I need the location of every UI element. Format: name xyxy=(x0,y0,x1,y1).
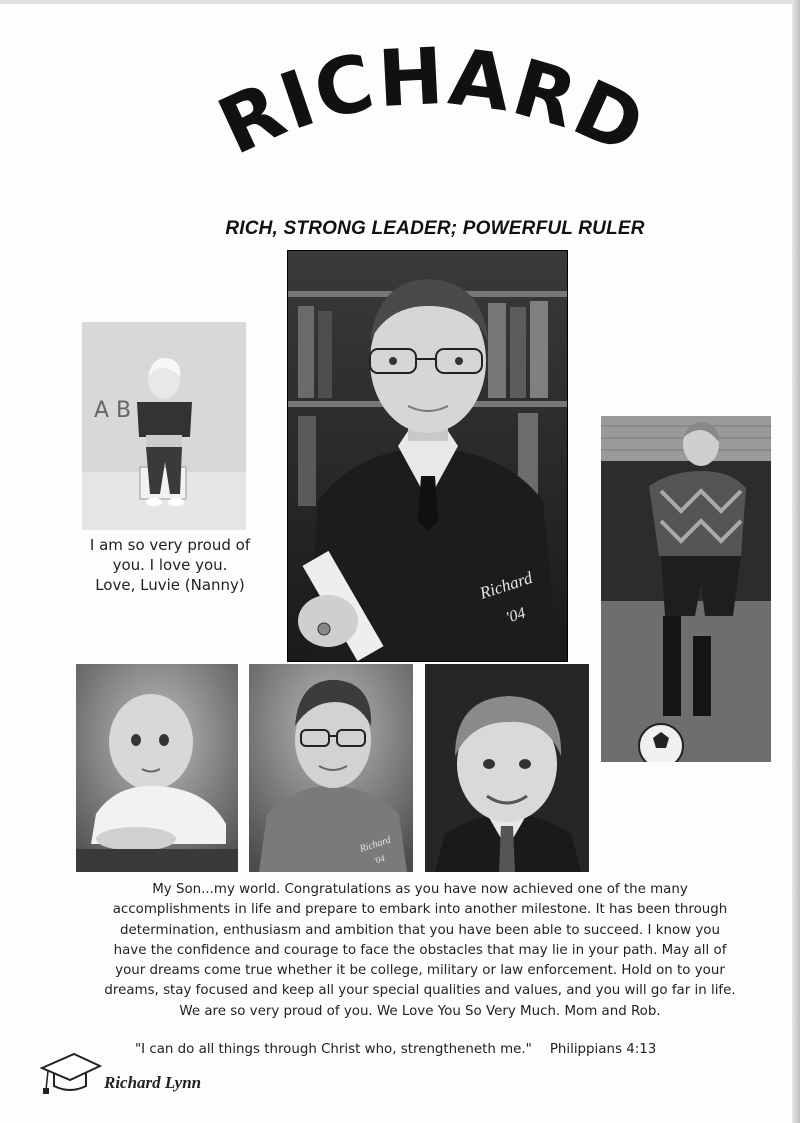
portrait-signature-name: Richard xyxy=(477,568,535,603)
graduation-portrait xyxy=(287,250,568,662)
message-line: We are so very proud of you. We Love You So Very Much. Mom and Rob. xyxy=(179,1003,661,1019)
parent-message xyxy=(60,880,780,1022)
name-meaning: RICH, STRONG LEADER; POWERFUL RULER xyxy=(225,218,645,239)
caption-line: Love, Luvie (Nanny) xyxy=(95,576,245,594)
message-line: dreams, stay focused and keep all your special qualities and values, and you will go far in life. xyxy=(104,983,736,999)
name-title xyxy=(150,40,710,210)
teen-signature-name: Richard xyxy=(358,834,393,855)
message-line: determination, enthusiasm and ambition that you have been able to succeed. I know you xyxy=(120,922,720,938)
svg-text:RICHARD: RICHARD xyxy=(205,40,659,174)
caption-line: you. I love you. xyxy=(112,556,228,574)
message-line: your dreams come true whether it be college, military or law enforcement. Hold on to your xyxy=(115,963,725,979)
message-line: have the confidence and courage to face the obstacles that may lie in your path. May all of xyxy=(113,942,727,958)
teen-photo xyxy=(249,664,413,872)
teen-signature-year: '04 xyxy=(372,853,387,866)
portrait-signature-year: '04 xyxy=(503,604,528,627)
soccer-photo xyxy=(601,416,771,762)
alphabet-block-decor: A B xyxy=(94,398,132,423)
caption-line: I am so very proud of xyxy=(89,536,251,554)
graduation-cap-icon xyxy=(40,1050,102,1096)
child-portrait xyxy=(425,664,589,872)
verse-reference: Philippians 4:13 xyxy=(549,1042,657,1057)
nanny-caption xyxy=(70,535,270,595)
toddler-photo xyxy=(82,322,246,530)
message-line: My Son...my world. Congratulations as you have now achieved one of the many xyxy=(152,882,688,897)
baby-photo xyxy=(76,664,238,872)
page-edge-top xyxy=(0,0,800,4)
verse-text: "I can do all things through Christ who, strengtheneth me." xyxy=(135,1042,532,1057)
bible-verse xyxy=(135,1042,674,1057)
page-edge-right xyxy=(792,0,800,1123)
student-name: Richard Lynn xyxy=(104,1073,202,1092)
message-line: accomplishments in life and prepare to embark into another milestone. It has been through xyxy=(112,902,728,918)
